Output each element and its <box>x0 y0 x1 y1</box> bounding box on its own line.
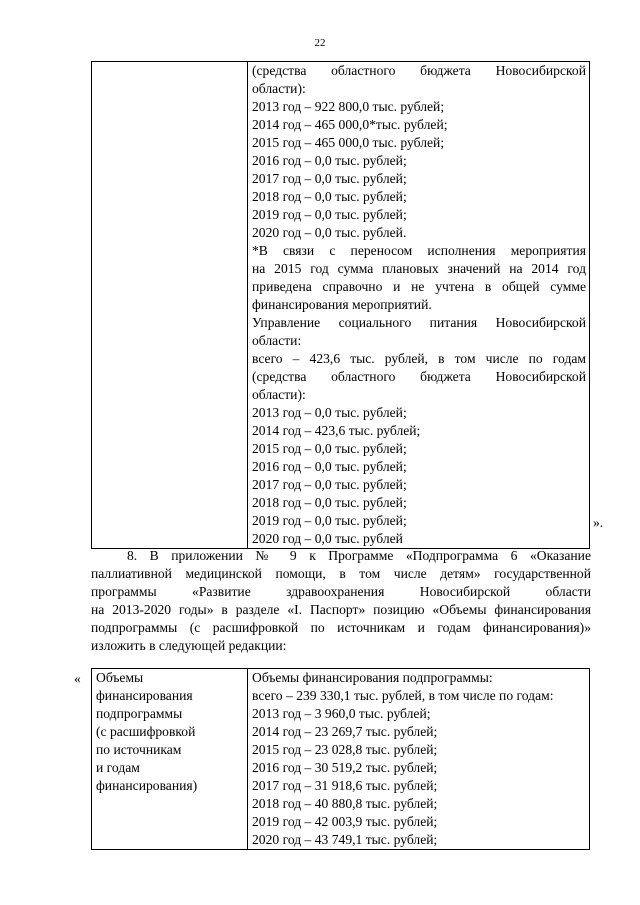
table1-footnote-line: *В связи с переносом исполнения мероприятия <box>252 243 586 258</box>
table2-right-line: 2013 год – 3 960,0 тыс. рублей; <box>252 706 431 721</box>
table1-line: 2017 год – 0,0 тыс. рублей; <box>252 477 407 492</box>
table2-left-cell <box>92 669 248 850</box>
table1-line: 2014 год – 465 000,0*тыс. рублей; <box>252 117 448 132</box>
paragraph-line: программы «Развитие здравоохранения Новосибирской области <box>91 584 591 599</box>
table1-line: 2018 год – 0,0 тыс. рублей; <box>252 189 407 204</box>
table2-right-line: 2016 год – 30 519,2 тыс. рублей; <box>252 760 438 775</box>
financing-table-continued <box>91 61 590 549</box>
paragraph-line: паллиативной медицинской помощи, в том числе детям» государственной <box>91 566 591 581</box>
table1-line: Управление социального питания Новосибирской <box>252 315 586 330</box>
paragraph-line: изложить в следующей редакции: <box>91 638 287 653</box>
table1-line: (средства областного бюджета Новосибирской <box>252 369 586 384</box>
table2-left-line: подпрограммы <box>96 706 183 721</box>
table1-line: 2017 год – 0,0 тыс. рублей; <box>252 171 407 186</box>
table2-left-line: финансирования <box>96 688 193 703</box>
table1-line: 2020 год – 0,0 тыс. рублей <box>252 531 403 546</box>
table2-right-line: 2019 год – 42 003,9 тыс. рублей; <box>252 814 438 829</box>
table1-footnote-line: на 2015 год сумма плановых значений на 2014 год <box>252 261 586 276</box>
table1-line: (средства областного бюджета Новосибирской <box>252 63 586 78</box>
page-number: 22 <box>314 37 326 49</box>
table2-right-line: 2015 год – 23 028,8 тыс. рублей; <box>252 742 438 757</box>
table1-right-cell <box>248 62 590 549</box>
table2-right-line: 2017 год – 31 918,6 тыс. рублей; <box>252 778 438 793</box>
table2-right-line: Объемы финансирования подпрограммы: <box>252 670 493 685</box>
table2-left-line: (с расшифровкой <box>96 724 196 739</box>
table2-right-line: 2014 год – 23 269,7 тыс. рублей; <box>252 724 438 739</box>
table1-line: всего – 423,6 тыс. рублей, в том числе по годам <box>252 351 586 366</box>
table2-left-line: Объемы <box>96 670 144 685</box>
table1-line: 2018 год – 0,0 тыс. рублей; <box>252 495 407 510</box>
table2-left-line: по источникам <box>96 742 182 757</box>
subprogram-financing-table <box>91 668 590 850</box>
table2-left-line: и годам <box>96 760 140 775</box>
table1-line: 2015 год – 0,0 тыс. рублей; <box>252 441 407 456</box>
table1-line: 2016 год – 0,0 тыс. рублей; <box>252 459 407 474</box>
table1-line: 2015 год – 465 000,0 тыс. рублей; <box>252 135 445 150</box>
opening-quote-mark: « <box>74 671 81 686</box>
paragraph-line: подпрограммы (с расшифровкой по источникам и годам финансирования)» <box>91 620 591 635</box>
table1-line: области): <box>252 387 306 402</box>
table1-footnote-line: приведена справочно и не учтена в общей сумме <box>252 279 586 294</box>
amendment-paragraph <box>91 547 591 655</box>
table2-left-line: финансирования) <box>96 778 198 793</box>
table1-line: области: <box>252 333 302 348</box>
table1-line: области): <box>252 81 306 96</box>
table2-right-line: 2018 год – 40 880,8 тыс. рублей; <box>252 796 438 811</box>
table1-line: 2013 год – 922 800,0 тыс. рублей; <box>252 99 445 114</box>
table1-left-cell <box>92 62 248 549</box>
table1-line: 2016 год – 0,0 тыс. рублей; <box>252 153 407 168</box>
table1-line: 2014 год – 423,6 тыс. рублей; <box>252 423 421 438</box>
table1-line: 2020 год – 0,0 тыс. рублей. <box>252 225 407 240</box>
table2-right-line: 2020 год – 43 749,1 тыс. рублей; <box>252 832 438 847</box>
table1-line: 2019 год – 0,0 тыс. рублей; <box>252 207 407 222</box>
table2-right-cell <box>248 669 590 850</box>
table1-footnote-line: финансирования мероприятий. <box>252 297 432 312</box>
paragraph-line: на 2013-2020 годы» в разделе «I. Паспорт» позицию «Объемы финансирования <box>91 602 591 617</box>
closing-quote-mark: ». <box>593 515 604 530</box>
paragraph-line: 8. В приложении № 9 к Программе «Подпрограмма 6 «Оказание <box>127 548 591 563</box>
table1-line: 2013 год – 0,0 тыс. рублей; <box>252 405 407 420</box>
table2-right-line: всего – 239 330,1 тыс. рублей, в том числе по годам: <box>252 688 554 703</box>
table1-line: 2019 год – 0,0 тыс. рублей; <box>252 513 407 528</box>
